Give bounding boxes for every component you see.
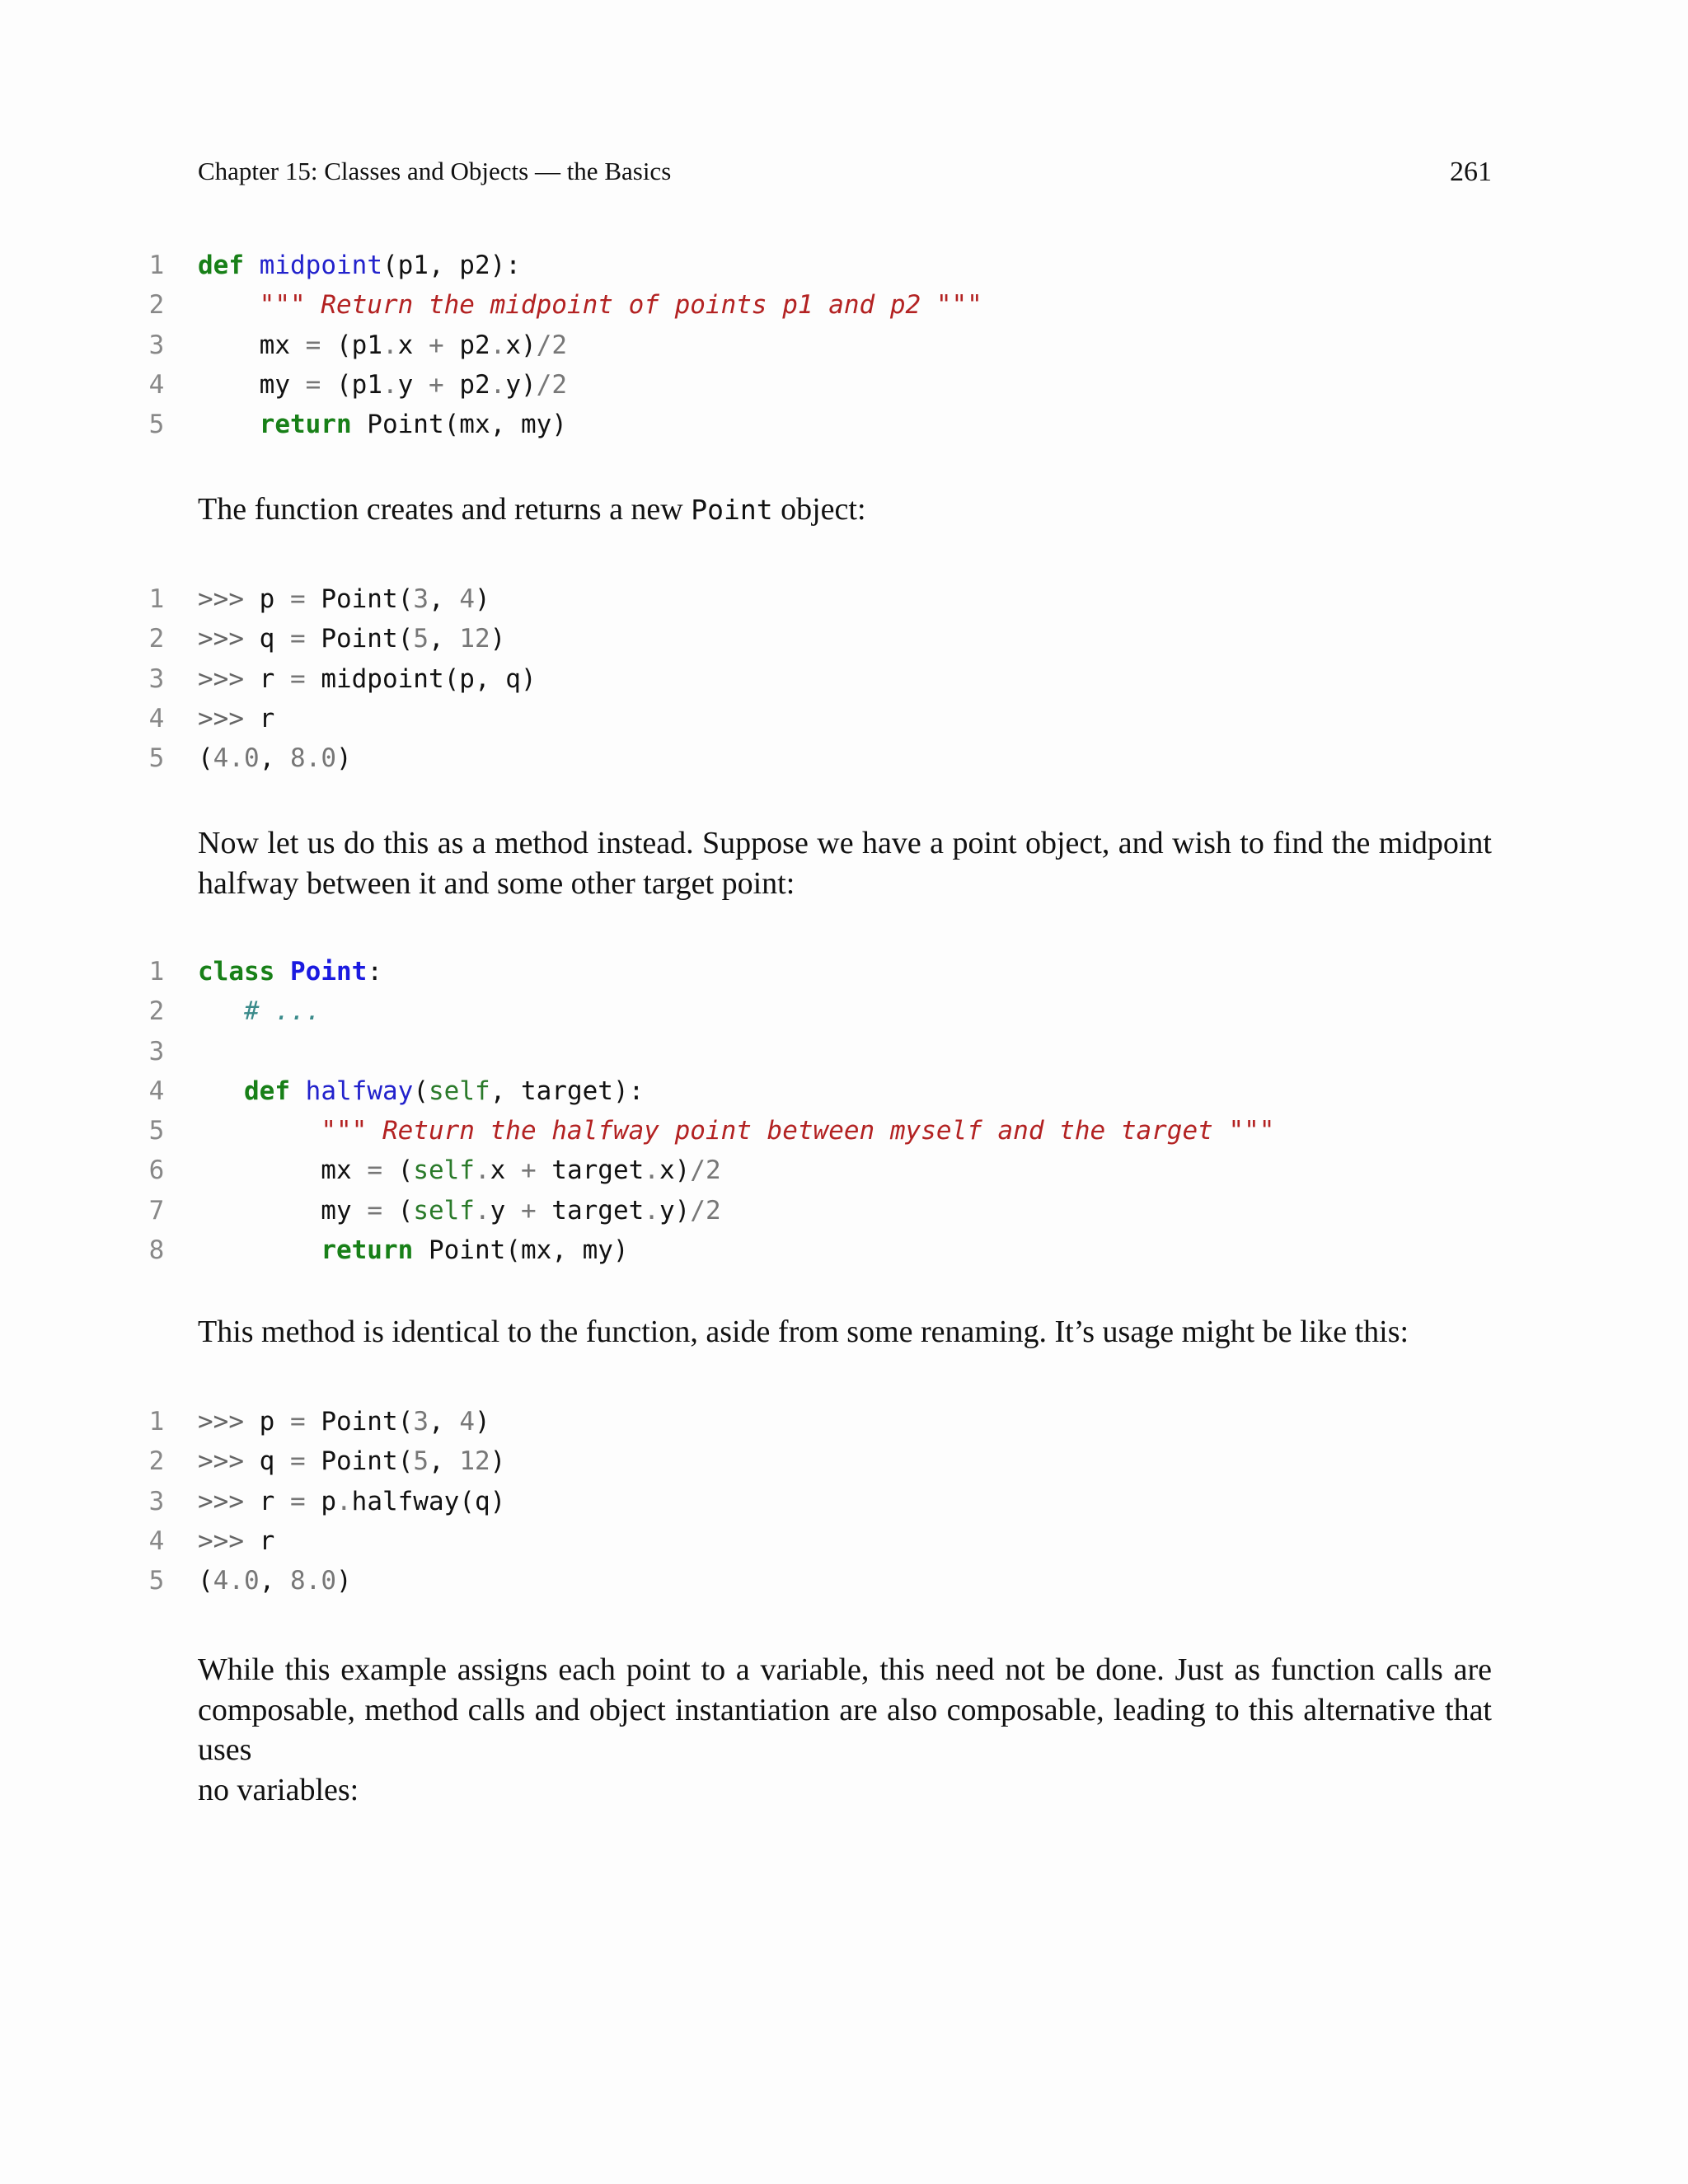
line-number: 1 [148,957,165,987]
code-text: # ... [244,996,321,1027]
line-number: 4 [148,369,165,400]
code-text: def halfway(self, target): [244,1076,645,1106]
code-text: return Point(mx, my) [259,410,567,440]
code-text: """ Return the midpoint of points p1 and p2 """ [259,290,982,321]
line-number: 3 [148,663,165,694]
line-number: 5 [148,743,165,774]
code-text: mx = (self.x + target.x)/2 [198,1155,721,1186]
code-text: >>> q = Point(5, 12) [198,624,506,654]
code-line [147,699,1492,738]
code-line [147,738,1492,778]
code-text: >>> r = p.halfway(q) [198,1486,506,1516]
paragraph-function-returns-point: The function creates and returns a new Point object: [198,492,866,527]
code-line [147,1402,1492,1441]
line-number: 1 [148,584,165,614]
code-line [147,1151,1492,1190]
code-line [147,365,1492,405]
code-text: (4.0, 8.0) [198,743,352,774]
line-number: 5 [148,410,165,440]
code-line [147,1111,1492,1151]
line-number: 2 [148,624,165,654]
code-text: >>> r = midpoint(p, q) [198,663,537,694]
code-line [147,1561,1492,1601]
line-number: 3 [148,330,165,360]
code-text: my = (self.y + target.y)/2 [198,1195,721,1226]
line-number: 7 [148,1195,165,1226]
code-text: mx = (p1.x + p2.x)/2 [198,330,567,360]
line-number: 5 [148,1566,165,1596]
line-number: 8 [148,1235,165,1266]
line-number: 2 [148,996,165,1027]
code-line [147,952,1492,991]
code-line [147,1521,1492,1561]
page-header [198,157,1492,190]
line-number: 3 [148,1036,165,1066]
code-line [147,405,1492,444]
line-number: 4 [148,1526,165,1556]
code-line [147,1191,1492,1230]
code-line [147,1230,1492,1270]
code-line [147,1032,1492,1071]
line-number: 2 [148,1446,165,1477]
code-text: >>> q = Point(5, 12) [198,1446,506,1477]
line-number: 4 [148,1076,165,1106]
code-text: >>> r [198,703,275,733]
paragraph-method-intro: Now let us do this as a method instead. Suppose we have a point object, and wish to find the midpoint halfway between it and some other target point: [198,826,1492,901]
code-block [147,1402,1492,1601]
code-line [147,659,1492,699]
code-line [147,1482,1492,1521]
code-line [147,991,1492,1031]
code-text: >>> p = Point(3, 4) [198,584,490,614]
paragraph-method-usage: This method is identical to the function, aside from some renaming. It’s usage might be like this: [198,1315,1409,1349]
code-block [147,952,1492,1270]
paragraph-composable: While this example assigns each point to a variable, this need not be done. Just as function calls are composable, method calls and object instantiation are also composable, leading to this alternative that uses no variables: [198,1652,1492,1807]
line-number: 1 [148,1407,165,1436]
code-text: >>> r [198,1526,275,1556]
code-line [147,1441,1492,1481]
line-number: 6 [148,1155,165,1186]
inline-code: Point [691,494,773,526]
line-number: 3 [148,1486,165,1516]
page-number: 261 [1450,157,1492,187]
code-line [147,246,1492,285]
code-block [147,246,1492,444]
chapter-title: Chapter 15: Classes and Objects — the Basics [198,157,672,185]
code-text: class Point: [198,957,382,987]
code-text: (4.0, 8.0) [198,1566,352,1596]
line-number: 4 [148,703,165,733]
code-text: def midpoint(p1, p2): [198,251,521,280]
code-text: my = (p1.y + p2.y)/2 [198,369,567,400]
code-text: >>> p = Point(3, 4) [198,1407,490,1436]
code-line [147,619,1492,658]
code-block [147,579,1492,778]
code-line [147,579,1492,619]
line-number: 1 [148,251,165,280]
code-line [147,1071,1492,1111]
code-line [147,285,1492,325]
line-number: 2 [148,290,165,321]
code-text: return Point(mx, my) [321,1235,629,1266]
code-line [147,326,1492,365]
code-text: """ Return the halfway point between myself and the target """ [321,1116,1275,1146]
line-number: 5 [148,1116,165,1146]
